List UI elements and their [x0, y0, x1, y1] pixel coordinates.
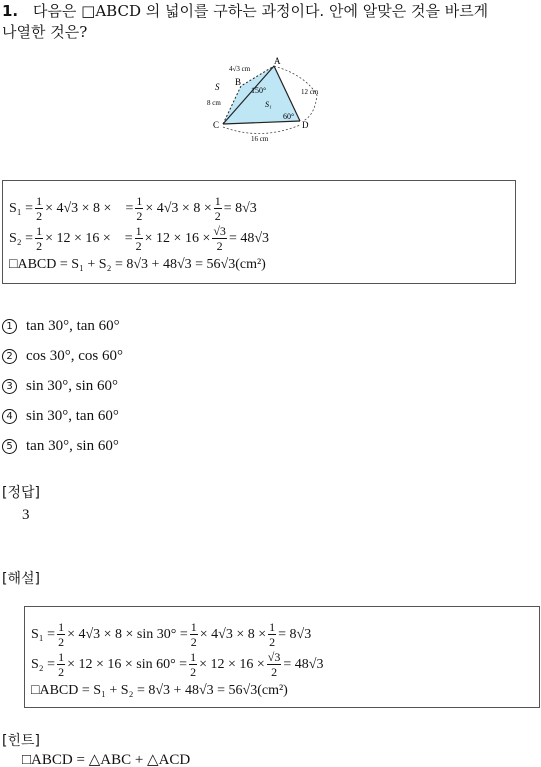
fraction-half	[35, 225, 43, 252]
num: 1	[36, 194, 43, 208]
fraction-half	[189, 651, 197, 678]
fraction-half	[268, 621, 276, 648]
fraction-root3-half	[212, 225, 227, 252]
fraction-half	[135, 195, 143, 222]
option-number-icon: 2	[2, 349, 17, 364]
num: 1	[190, 650, 197, 664]
text: S₁ =	[9, 200, 34, 216]
option-3[interactable]	[2, 378, 118, 395]
text: = 8√3	[278, 626, 312, 642]
label-s: S	[215, 82, 220, 92]
option-5[interactable]	[2, 438, 119, 455]
angle-d: 60°	[283, 112, 295, 121]
num: 1	[135, 224, 142, 238]
text: × 12 × 16 ×	[45, 230, 111, 246]
question-text: 다음은 □ABCD 의 넓이를 구하는 과정이다. 안에 알맞은 것을 바르게	[32, 2, 489, 20]
label-b: B	[235, 77, 242, 87]
fraction-half	[214, 195, 222, 222]
hint-text: □ABCD = △ABC + △ACD	[22, 752, 191, 767]
answer-value: 3	[22, 507, 30, 523]
den: 2	[271, 665, 278, 679]
option-number-icon: 1	[2, 319, 17, 334]
question-line-2: 나열한 것은?	[2, 23, 88, 41]
option-text: tan 30°, tan 60°	[26, 318, 120, 334]
hint-label: [힌트]	[2, 733, 40, 749]
len-ab: 4√3 cm	[229, 65, 251, 73]
label-s1: S₁	[265, 100, 272, 109]
num: 1	[136, 194, 143, 208]
num: 1	[214, 194, 221, 208]
text: = 48√3	[228, 230, 270, 246]
text: = 8√3	[223, 200, 257, 216]
option-text: sin 30°, tan 60°	[26, 408, 119, 424]
process-row-3: □ABCD = S₁ + S₂ = 8√3 + 48√3 = 56√3(cm²)	[9, 257, 266, 272]
fraction-half	[135, 225, 143, 252]
angle-b: 150°	[251, 86, 267, 95]
process-row-2	[9, 225, 269, 252]
fraction-half	[57, 651, 65, 678]
den: 2	[269, 635, 276, 649]
num: 1	[190, 620, 197, 634]
text: =	[124, 230, 133, 246]
label-d: D	[302, 120, 309, 130]
len-bc: 8 cm	[207, 99, 221, 107]
text: × 12 × 16 ×	[144, 230, 211, 246]
fraction-root3-half	[267, 651, 282, 678]
solution-row-2	[31, 651, 323, 678]
process-box	[2, 180, 516, 284]
den: 2	[135, 239, 142, 253]
process-row-1	[9, 195, 257, 222]
label-c: C	[213, 120, 220, 130]
question-number: 1.	[2, 2, 19, 20]
den: 2	[190, 665, 197, 679]
text: =	[125, 200, 134, 216]
solution-label: [해설]	[2, 571, 40, 587]
text: S₂ =	[31, 656, 56, 672]
num: √3	[213, 224, 226, 238]
solution-row-1	[31, 621, 311, 648]
num: √3	[267, 650, 281, 664]
den: 2	[216, 239, 223, 253]
den: 2	[136, 209, 143, 223]
num: 1	[36, 224, 43, 238]
fraction-half	[57, 621, 65, 648]
len-ad: 12 cm	[301, 88, 319, 96]
option-number-icon: 5	[2, 439, 17, 454]
option-1[interactable]	[2, 318, 120, 335]
text: = 48√3	[283, 656, 324, 672]
option-number-icon: 4	[2, 409, 17, 424]
option-text: cos 30°, cos 60°	[26, 348, 123, 364]
option-number-icon: 3	[2, 379, 17, 394]
answer-label: [정답]	[2, 485, 40, 501]
text: S₂ =	[9, 230, 34, 246]
text: × 4√3 × 8 ×	[45, 200, 112, 216]
fraction-half	[190, 621, 198, 648]
option-2[interactable]	[2, 348, 123, 365]
num: 1	[58, 620, 65, 634]
text: × 4√3 × 8 ×	[145, 200, 212, 216]
num: 1	[269, 620, 276, 634]
den: 2	[36, 239, 43, 253]
solution-row-3: □ABCD = S₁ + S₂ = 8√3 + 48√3 = 56√3(cm²)	[31, 683, 288, 698]
solution-box	[24, 606, 540, 708]
option-4[interactable]	[2, 408, 119, 425]
num: 1	[58, 650, 65, 664]
text: × 12 × 16 ×	[199, 656, 265, 672]
den: 2	[58, 635, 65, 649]
text: × 4√3 × 8 ×	[199, 626, 267, 642]
dim-cd	[223, 125, 300, 134]
den: 2	[214, 209, 221, 223]
text: × 12 × 16 × sin 60° =	[67, 656, 188, 672]
den: 2	[58, 665, 65, 679]
den: 2	[36, 209, 43, 223]
fraction-half	[35, 195, 43, 222]
quadrilateral-figure	[195, 55, 335, 145]
text: × 4√3 × 8 × sin 30° =	[67, 626, 188, 642]
text: S₁ =	[31, 626, 56, 642]
option-text: sin 30°, sin 60°	[26, 378, 119, 394]
den: 2	[190, 635, 197, 649]
label-a: A	[274, 56, 281, 66]
len-cd: 16 cm	[251, 135, 269, 143]
option-text: tan 30°, sin 60°	[26, 438, 119, 454]
